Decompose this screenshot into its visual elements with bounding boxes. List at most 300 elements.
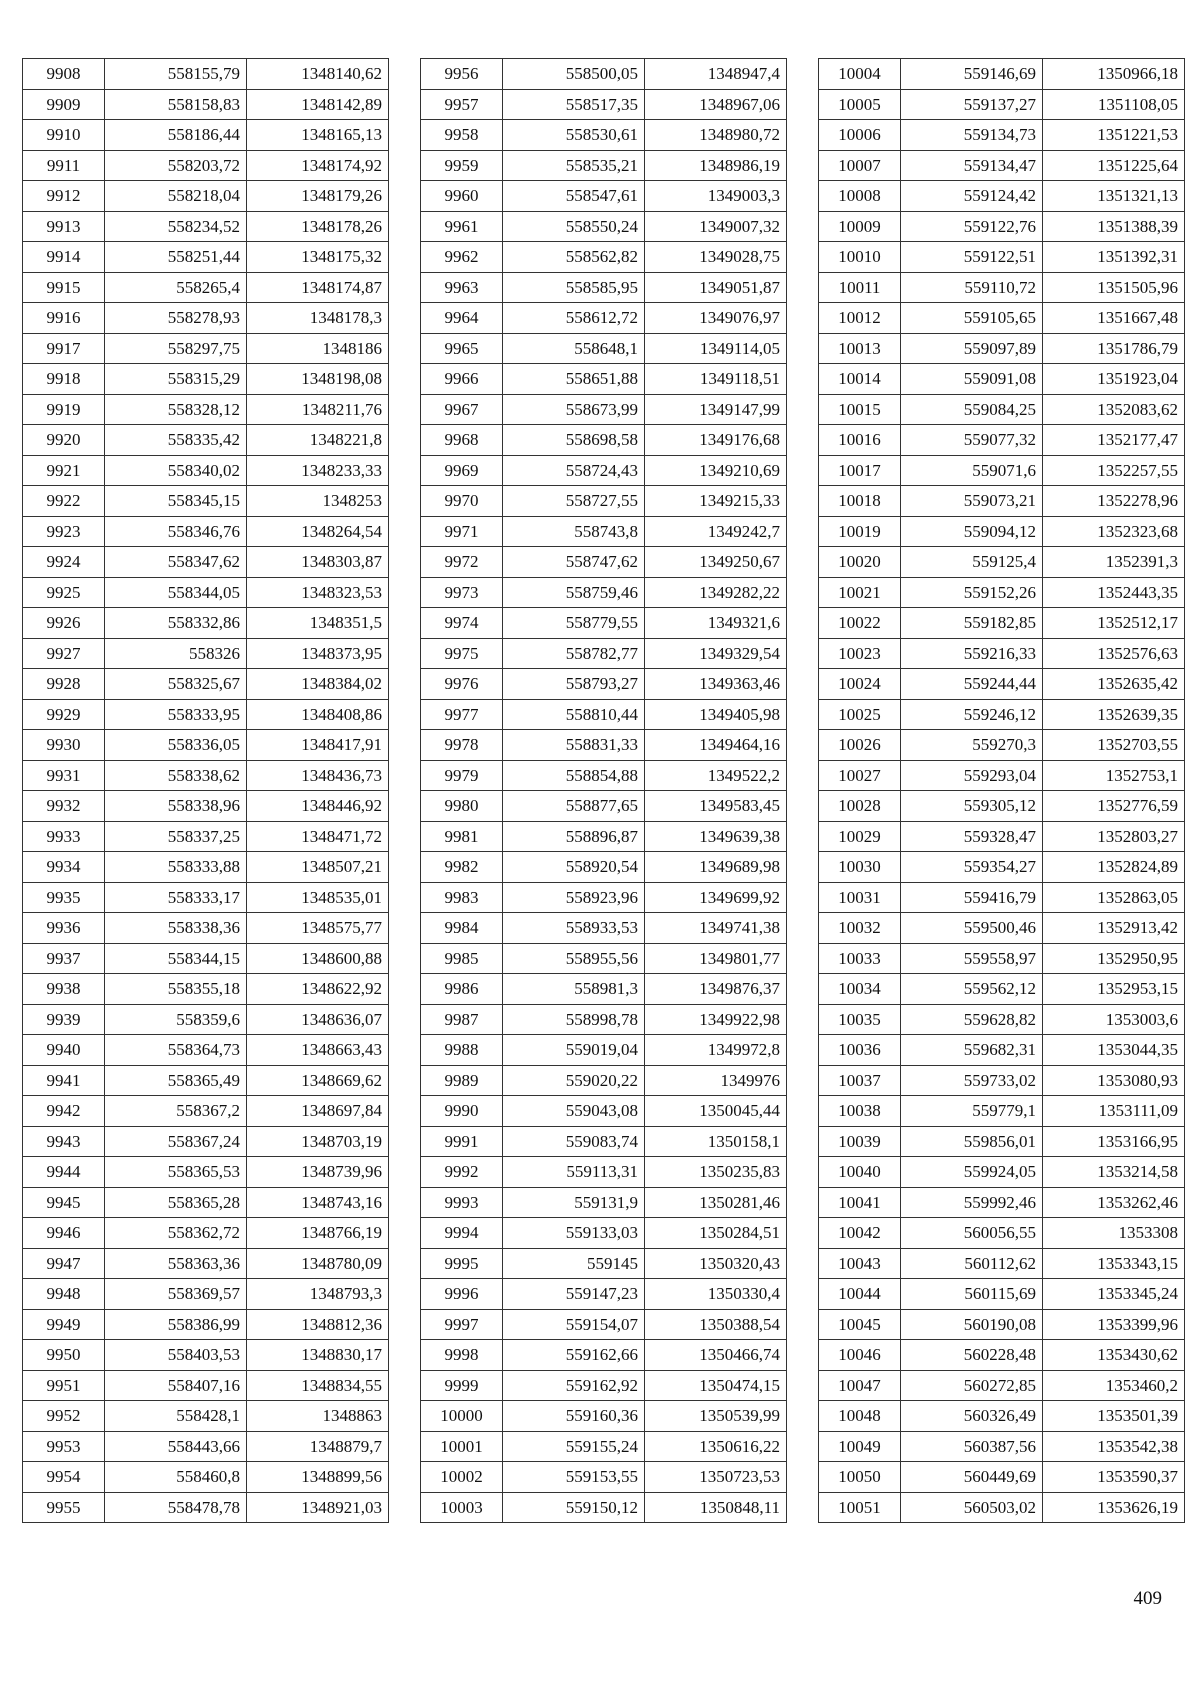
point-number-cell: 9967 [421, 394, 503, 425]
y-coordinate-cell: 1351221,53 [1043, 120, 1185, 151]
point-number-cell: 10004 [819, 59, 901, 90]
x-coordinate-cell: 559145 [503, 1248, 645, 1279]
x-coordinate-cell: 559077,32 [901, 425, 1043, 456]
x-coordinate-cell: 558648,1 [503, 333, 645, 364]
y-coordinate-cell: 1348739,96 [247, 1157, 389, 1188]
y-coordinate-cell: 1353166,95 [1043, 1126, 1185, 1157]
y-coordinate-cell: 1349051,87 [645, 272, 787, 303]
point-number-cell: 10027 [819, 760, 901, 791]
x-coordinate-cell: 560387,56 [901, 1431, 1043, 1462]
table-row [819, 455, 1185, 486]
point-number-cell: 9951 [23, 1370, 105, 1401]
point-number-cell: 9934 [23, 852, 105, 883]
table-row [819, 1187, 1185, 1218]
table-row [819, 638, 1185, 669]
point-number-cell: 9985 [421, 943, 503, 974]
y-coordinate-cell: 1349118,51 [645, 364, 787, 395]
table-row [23, 303, 389, 334]
y-coordinate-cell: 1348384,02 [247, 669, 389, 700]
y-coordinate-cell: 1352177,47 [1043, 425, 1185, 456]
table-row [421, 211, 787, 242]
point-number-cell: 9992 [421, 1157, 503, 1188]
y-coordinate-cell: 1349639,38 [645, 821, 787, 852]
y-coordinate-cell: 1352323,68 [1043, 516, 1185, 547]
point-number-cell: 10021 [819, 577, 901, 608]
point-number-cell: 9969 [421, 455, 503, 486]
point-number-cell: 10020 [819, 547, 901, 578]
x-coordinate-cell: 559155,24 [503, 1431, 645, 1462]
table-row [819, 974, 1185, 1005]
table-row [23, 333, 389, 364]
table-row [23, 1279, 389, 1310]
y-coordinate-cell: 1348921,03 [247, 1492, 389, 1523]
x-coordinate-cell: 559162,92 [503, 1370, 645, 1401]
coordinate-table-1 [22, 58, 389, 1523]
table-row [819, 333, 1185, 364]
x-coordinate-cell: 558332,86 [105, 608, 247, 639]
y-coordinate-cell: 1349003,3 [645, 181, 787, 212]
table-row [23, 974, 389, 1005]
table-row [819, 364, 1185, 395]
table-row [421, 1218, 787, 1249]
x-coordinate-cell: 558362,72 [105, 1218, 247, 1249]
y-coordinate-cell: 1351667,48 [1043, 303, 1185, 334]
x-coordinate-cell: 558955,56 [503, 943, 645, 974]
y-coordinate-cell: 1353430,62 [1043, 1340, 1185, 1371]
y-coordinate-cell: 1353214,58 [1043, 1157, 1185, 1188]
point-number-cell: 10024 [819, 669, 901, 700]
point-number-cell: 10019 [819, 516, 901, 547]
point-number-cell: 10025 [819, 699, 901, 730]
table-row [23, 638, 389, 669]
table-row [421, 760, 787, 791]
table-row [819, 394, 1185, 425]
y-coordinate-cell: 1348947,4 [645, 59, 787, 90]
x-coordinate-cell: 558333,95 [105, 699, 247, 730]
x-coordinate-cell: 558877,65 [503, 791, 645, 822]
y-coordinate-cell: 1351786,79 [1043, 333, 1185, 364]
table-row [23, 455, 389, 486]
point-number-cell: 9976 [421, 669, 503, 700]
y-coordinate-cell: 1348408,86 [247, 699, 389, 730]
table-row [421, 486, 787, 517]
x-coordinate-cell: 558338,96 [105, 791, 247, 822]
x-coordinate-cell: 558403,53 [105, 1340, 247, 1371]
x-coordinate-cell: 559147,23 [503, 1279, 645, 1310]
y-coordinate-cell: 1353542,38 [1043, 1431, 1185, 1462]
table-row [819, 1218, 1185, 1249]
point-number-cell: 10036 [819, 1035, 901, 1066]
table-row [23, 516, 389, 547]
table-row [819, 1035, 1185, 1066]
x-coordinate-cell: 558517,35 [503, 89, 645, 120]
y-coordinate-cell: 1350966,18 [1043, 59, 1185, 90]
point-number-cell: 10049 [819, 1431, 901, 1462]
point-number-cell: 9979 [421, 760, 503, 791]
x-coordinate-cell: 558155,79 [105, 59, 247, 90]
y-coordinate-cell: 1352950,95 [1043, 943, 1185, 974]
x-coordinate-cell: 558793,27 [503, 669, 645, 700]
x-coordinate-cell: 558585,95 [503, 272, 645, 303]
y-coordinate-cell: 1348575,77 [247, 913, 389, 944]
y-coordinate-cell: 1348373,95 [247, 638, 389, 669]
point-number-cell: 9936 [23, 913, 105, 944]
y-coordinate-cell: 1353345,24 [1043, 1279, 1185, 1310]
y-coordinate-cell: 1351225,64 [1043, 150, 1185, 181]
y-coordinate-cell: 1348186 [247, 333, 389, 364]
y-coordinate-cell: 1349147,99 [645, 394, 787, 425]
x-coordinate-cell: 558251,44 [105, 242, 247, 273]
y-coordinate-cell: 1352863,05 [1043, 882, 1185, 913]
point-number-cell: 9916 [23, 303, 105, 334]
y-coordinate-cell: 1348703,19 [247, 1126, 389, 1157]
y-coordinate-cell: 1353080,93 [1043, 1065, 1185, 1096]
x-coordinate-cell: 559924,05 [901, 1157, 1043, 1188]
x-coordinate-cell: 558344,15 [105, 943, 247, 974]
y-coordinate-cell: 1349215,33 [645, 486, 787, 517]
table-row [421, 89, 787, 120]
x-coordinate-cell: 558779,55 [503, 608, 645, 639]
point-number-cell: 10037 [819, 1065, 901, 1096]
point-number-cell: 9938 [23, 974, 105, 1005]
table-row [819, 882, 1185, 913]
point-number-cell: 10010 [819, 242, 901, 273]
table-row [819, 1248, 1185, 1279]
x-coordinate-cell: 559682,31 [901, 1035, 1043, 1066]
x-coordinate-cell: 558338,36 [105, 913, 247, 944]
point-number-cell: 10035 [819, 1004, 901, 1035]
table-row [819, 516, 1185, 547]
point-number-cell: 9921 [23, 455, 105, 486]
point-number-cell: 10014 [819, 364, 901, 395]
y-coordinate-cell: 1349282,22 [645, 577, 787, 608]
table-row [421, 1309, 787, 1340]
y-coordinate-cell: 1349242,7 [645, 516, 787, 547]
x-coordinate-cell: 559270,3 [901, 730, 1043, 761]
point-number-cell: 9995 [421, 1248, 503, 1279]
y-coordinate-cell: 1350848,11 [645, 1492, 787, 1523]
coordinate-tables [22, 58, 1184, 1570]
point-number-cell: 9926 [23, 608, 105, 639]
point-number-cell: 9977 [421, 699, 503, 730]
y-coordinate-cell: 1348178,3 [247, 303, 389, 334]
x-coordinate-cell: 558810,44 [503, 699, 645, 730]
x-coordinate-cell: 558612,72 [503, 303, 645, 334]
y-coordinate-cell: 1349405,98 [645, 699, 787, 730]
table-row [23, 577, 389, 608]
point-number-cell: 10047 [819, 1370, 901, 1401]
table-row [421, 943, 787, 974]
page-number: 409 [1133, 1588, 1162, 1609]
y-coordinate-cell: 1348600,88 [247, 943, 389, 974]
x-coordinate-cell: 558923,96 [503, 882, 645, 913]
x-coordinate-cell: 559992,46 [901, 1187, 1043, 1218]
point-number-cell: 10012 [819, 303, 901, 334]
table-row [819, 1492, 1185, 1523]
point-number-cell: 10013 [819, 333, 901, 364]
table-row [819, 1096, 1185, 1127]
table-row [421, 394, 787, 425]
table-row [421, 1462, 787, 1493]
point-number-cell: 9994 [421, 1218, 503, 1249]
x-coordinate-cell: 559152,26 [901, 577, 1043, 608]
x-coordinate-cell: 558337,25 [105, 821, 247, 852]
x-coordinate-cell: 558338,62 [105, 760, 247, 791]
x-coordinate-cell: 559562,12 [901, 974, 1043, 1005]
y-coordinate-cell: 1348178,26 [247, 211, 389, 242]
y-coordinate-cell: 1349210,69 [645, 455, 787, 486]
point-number-cell: 9987 [421, 1004, 503, 1035]
table-row [819, 120, 1185, 151]
point-number-cell: 9982 [421, 852, 503, 883]
y-coordinate-cell: 1348622,92 [247, 974, 389, 1005]
x-coordinate-cell: 559558,97 [901, 943, 1043, 974]
point-number-cell: 9918 [23, 364, 105, 395]
table-row [421, 303, 787, 334]
x-coordinate-cell: 558998,78 [503, 1004, 645, 1035]
point-number-cell: 10001 [421, 1431, 503, 1462]
x-coordinate-cell: 558854,88 [503, 760, 645, 791]
x-coordinate-cell: 558933,53 [503, 913, 645, 944]
x-coordinate-cell: 558218,04 [105, 181, 247, 212]
x-coordinate-cell: 558347,62 [105, 547, 247, 578]
x-coordinate-cell: 558355,18 [105, 974, 247, 1005]
point-number-cell: 9975 [421, 638, 503, 669]
point-number-cell: 9972 [421, 547, 503, 578]
x-coordinate-cell: 558345,15 [105, 486, 247, 517]
y-coordinate-cell: 1352776,59 [1043, 791, 1185, 822]
table-row [819, 1279, 1185, 1310]
y-coordinate-cell: 1352257,55 [1043, 455, 1185, 486]
x-coordinate-cell: 559020,22 [503, 1065, 645, 1096]
point-number-cell: 9931 [23, 760, 105, 791]
table-row [23, 1492, 389, 1523]
point-number-cell: 10023 [819, 638, 901, 669]
y-coordinate-cell: 1353399,96 [1043, 1309, 1185, 1340]
x-coordinate-cell: 559110,72 [901, 272, 1043, 303]
x-coordinate-cell: 558315,29 [105, 364, 247, 395]
point-number-cell: 9981 [421, 821, 503, 852]
x-coordinate-cell: 559328,47 [901, 821, 1043, 852]
point-number-cell: 10050 [819, 1462, 901, 1493]
point-number-cell: 9923 [23, 516, 105, 547]
point-number-cell: 10038 [819, 1096, 901, 1127]
table-row [421, 333, 787, 364]
table-row [819, 730, 1185, 761]
table-row [421, 791, 787, 822]
y-coordinate-cell: 1348669,62 [247, 1065, 389, 1096]
x-coordinate-cell: 559628,82 [901, 1004, 1043, 1035]
table-row [421, 1370, 787, 1401]
x-coordinate-cell: 558547,61 [503, 181, 645, 212]
point-number-cell: 9945 [23, 1187, 105, 1218]
table-row [819, 760, 1185, 791]
x-coordinate-cell: 558326 [105, 638, 247, 669]
x-coordinate-cell: 559500,46 [901, 913, 1043, 944]
x-coordinate-cell: 558386,99 [105, 1309, 247, 1340]
point-number-cell: 9915 [23, 272, 105, 303]
point-number-cell: 9964 [421, 303, 503, 334]
table-row [23, 1248, 389, 1279]
y-coordinate-cell: 1351923,04 [1043, 364, 1185, 395]
point-number-cell: 10040 [819, 1157, 901, 1188]
point-number-cell: 9997 [421, 1309, 503, 1340]
y-coordinate-cell: 1348174,92 [247, 150, 389, 181]
x-coordinate-cell: 559305,12 [901, 791, 1043, 822]
table-row [421, 1248, 787, 1279]
table-row [23, 89, 389, 120]
y-coordinate-cell: 1348165,13 [247, 120, 389, 151]
table-row [23, 669, 389, 700]
y-coordinate-cell: 1349464,16 [645, 730, 787, 761]
table-row [819, 1004, 1185, 1035]
y-coordinate-cell: 1349076,97 [645, 303, 787, 334]
table-row [819, 1401, 1185, 1432]
point-number-cell: 9958 [421, 120, 503, 151]
y-coordinate-cell: 1348812,36 [247, 1309, 389, 1340]
point-number-cell: 9998 [421, 1340, 503, 1371]
x-coordinate-cell: 558782,77 [503, 638, 645, 669]
x-coordinate-cell: 559733,02 [901, 1065, 1043, 1096]
point-number-cell: 9935 [23, 882, 105, 913]
y-coordinate-cell: 1348697,84 [247, 1096, 389, 1127]
point-number-cell: 10048 [819, 1401, 901, 1432]
point-number-cell: 9999 [421, 1370, 503, 1401]
point-number-cell: 10044 [819, 1279, 901, 1310]
x-coordinate-cell: 558335,42 [105, 425, 247, 456]
x-coordinate-cell: 558158,83 [105, 89, 247, 120]
table-row [421, 1279, 787, 1310]
table-row [819, 852, 1185, 883]
x-coordinate-cell: 559150,12 [503, 1492, 645, 1523]
y-coordinate-cell: 1352278,96 [1043, 486, 1185, 517]
table-row [421, 1340, 787, 1371]
y-coordinate-cell: 1348264,54 [247, 516, 389, 547]
point-number-cell: 9993 [421, 1187, 503, 1218]
y-coordinate-cell: 1348140,62 [247, 59, 389, 90]
point-number-cell: 10045 [819, 1309, 901, 1340]
point-number-cell: 10022 [819, 608, 901, 639]
table-row [421, 699, 787, 730]
table-row [23, 1218, 389, 1249]
point-number-cell: 9978 [421, 730, 503, 761]
y-coordinate-cell: 1348446,92 [247, 791, 389, 822]
point-number-cell: 9959 [421, 150, 503, 181]
x-coordinate-cell: 558530,61 [503, 120, 645, 151]
y-coordinate-cell: 1349801,77 [645, 943, 787, 974]
y-coordinate-cell: 1348863 [247, 1401, 389, 1432]
table-row [421, 1035, 787, 1066]
table-row [421, 1096, 787, 1127]
table-row [819, 669, 1185, 700]
x-coordinate-cell: 558365,49 [105, 1065, 247, 1096]
point-number-cell: 10043 [819, 1248, 901, 1279]
point-number-cell: 9968 [421, 425, 503, 456]
x-coordinate-cell: 559244,44 [901, 669, 1043, 700]
table-row [421, 577, 787, 608]
x-coordinate-cell: 558920,54 [503, 852, 645, 883]
table-row [819, 608, 1185, 639]
point-number-cell: 10003 [421, 1492, 503, 1523]
table-row [421, 516, 787, 547]
x-coordinate-cell: 558278,93 [105, 303, 247, 334]
y-coordinate-cell: 1348743,16 [247, 1187, 389, 1218]
y-coordinate-cell: 1352443,35 [1043, 577, 1185, 608]
table-row [23, 181, 389, 212]
x-coordinate-cell: 559153,55 [503, 1462, 645, 1493]
table-row [819, 1370, 1185, 1401]
point-number-cell: 9962 [421, 242, 503, 273]
y-coordinate-cell: 1348303,87 [247, 547, 389, 578]
point-number-cell: 9971 [421, 516, 503, 547]
x-coordinate-cell: 558759,46 [503, 577, 645, 608]
x-coordinate-cell: 558724,43 [503, 455, 645, 486]
x-coordinate-cell: 558407,16 [105, 1370, 247, 1401]
table-row [819, 547, 1185, 578]
point-number-cell: 9984 [421, 913, 503, 944]
table-row [23, 59, 389, 90]
point-number-cell: 10017 [819, 455, 901, 486]
x-coordinate-cell: 559293,04 [901, 760, 1043, 791]
x-coordinate-cell: 558333,88 [105, 852, 247, 883]
table-row [421, 272, 787, 303]
point-number-cell: 9990 [421, 1096, 503, 1127]
x-coordinate-cell: 560272,85 [901, 1370, 1043, 1401]
point-number-cell: 9939 [23, 1004, 105, 1035]
point-number-cell: 10032 [819, 913, 901, 944]
table-row [23, 913, 389, 944]
x-coordinate-cell: 558673,99 [503, 394, 645, 425]
table-row [819, 913, 1185, 944]
point-number-cell: 9913 [23, 211, 105, 242]
y-coordinate-cell: 1351321,13 [1043, 181, 1185, 212]
x-coordinate-cell: 558443,66 [105, 1431, 247, 1462]
table-row [819, 943, 1185, 974]
y-coordinate-cell: 1349176,68 [645, 425, 787, 456]
x-coordinate-cell: 558747,62 [503, 547, 645, 578]
y-coordinate-cell: 1350474,15 [645, 1370, 787, 1401]
y-coordinate-cell: 1351392,31 [1043, 242, 1185, 273]
x-coordinate-cell: 558340,02 [105, 455, 247, 486]
y-coordinate-cell: 1348535,01 [247, 882, 389, 913]
y-coordinate-cell: 1353590,37 [1043, 1462, 1185, 1493]
point-number-cell: 9948 [23, 1279, 105, 1310]
y-coordinate-cell: 1350330,4 [645, 1279, 787, 1310]
x-coordinate-cell: 560056,55 [901, 1218, 1043, 1249]
y-coordinate-cell: 1349329,54 [645, 638, 787, 669]
y-coordinate-cell: 1350616,22 [645, 1431, 787, 1462]
x-coordinate-cell: 558265,4 [105, 272, 247, 303]
table-row [819, 1340, 1185, 1371]
point-number-cell: 10008 [819, 181, 901, 212]
point-number-cell: 10016 [819, 425, 901, 456]
point-number-cell: 9989 [421, 1065, 503, 1096]
y-coordinate-cell: 1348211,76 [247, 394, 389, 425]
x-coordinate-cell: 559091,08 [901, 364, 1043, 395]
point-number-cell: 9991 [421, 1126, 503, 1157]
table-row [23, 699, 389, 730]
table-row [819, 1309, 1185, 1340]
point-number-cell: 9963 [421, 272, 503, 303]
point-number-cell: 9914 [23, 242, 105, 273]
point-number-cell: 9944 [23, 1157, 105, 1188]
x-coordinate-cell: 560449,69 [901, 1462, 1043, 1493]
table-row [23, 1401, 389, 1432]
table-row [421, 669, 787, 700]
point-number-cell: 10030 [819, 852, 901, 883]
point-number-cell: 10046 [819, 1340, 901, 1371]
y-coordinate-cell: 1353501,39 [1043, 1401, 1185, 1432]
